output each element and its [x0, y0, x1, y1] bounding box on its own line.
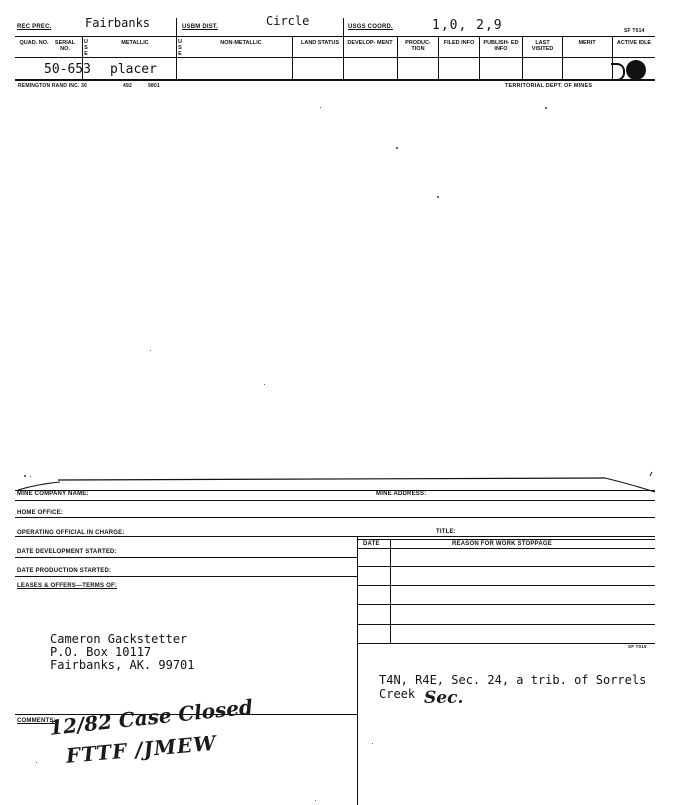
- col-filed-info: FILED INFO: [443, 40, 475, 46]
- rec-prec-label: REC PREC.: [17, 24, 52, 30]
- mine-company-label: MINE COMPANY NAME:: [17, 491, 89, 497]
- header-footer-left: REMINGTON RAND INC. 30: [18, 83, 88, 89]
- header-footer-right: TERRITORIAL DEPT. OF MINES: [505, 83, 593, 89]
- col-development: DEVELOP- MENT: [347, 40, 393, 46]
- address-line: P.O. Box 10117: [50, 645, 152, 659]
- col-use-2: U S E: [178, 39, 182, 57]
- header-form-code: SF T014: [624, 28, 645, 34]
- date-prod-label: DATE PRODUCTION STARTED:: [17, 568, 112, 574]
- comments-handwritten-2: FTTF /JMEW: [65, 730, 218, 768]
- col-serial-no: SERIAL NO.: [54, 40, 76, 52]
- idle-punch-icon: [611, 63, 625, 81]
- usgs-coord-value: 1,0, 2,9: [432, 18, 503, 33]
- col-quad-no: QUAD. NO.: [19, 40, 49, 46]
- col-active-idle: ACTIVE IDLE: [616, 40, 652, 46]
- location-handwritten: Sec.: [424, 688, 464, 708]
- usbm-dist-value: Circle: [266, 14, 310, 28]
- lessee-address: [50, 633, 195, 672]
- title-label: TITLE:: [436, 529, 456, 535]
- col-merit: MERIT: [578, 40, 596, 46]
- serial-value: 50-653: [44, 62, 91, 77]
- col-land-status: LAND STATUS: [301, 40, 339, 46]
- rec-prec-value: Fairbanks: [85, 16, 151, 30]
- usbm-dist-label: USBM DIST.: [182, 24, 219, 30]
- home-office-label: HOME OFFICE:: [17, 510, 64, 516]
- col-metallic: METALLIC: [121, 40, 149, 46]
- reason-col-header: REASON FOR WORK STOPPAGE: [452, 541, 552, 547]
- usgs-coord-label: USGS COORD.: [348, 24, 393, 30]
- comments-label: COMMENTS:: [17, 718, 56, 724]
- col-published-info: PUBLISH- ED INFO: [483, 40, 519, 52]
- active-punch-icon: [626, 60, 646, 80]
- location-line: T4N, R4E, Sec. 24, a trib. of Sorrels: [379, 673, 647, 687]
- location-text: [379, 673, 646, 701]
- col-last-visited: LAST VISITED: [531, 40, 554, 52]
- card-edge-lines: [0, 470, 678, 500]
- lower-form-code: SF T015: [628, 644, 647, 649]
- header-footer-code-2: 9801: [148, 83, 160, 89]
- col-non-metallic: NON-METALLIC: [220, 40, 262, 46]
- header-footer-code-1: 492: [123, 83, 132, 89]
- leases-label: LEASES & OFFERS—TERMS OF:: [17, 583, 118, 589]
- metallic-value: placer: [110, 62, 157, 77]
- address-line: Fairbanks, AK. 99701: [50, 658, 195, 672]
- date-dev-label: DATE DEVELOPMENT STARTED:: [17, 549, 117, 555]
- location-line: Creek: [379, 687, 416, 701]
- address-line: Cameron Gackstetter: [50, 632, 188, 646]
- comments-handwritten-1: 12/82 Case Closed: [48, 694, 254, 740]
- col-production: PRODUC- TION: [405, 40, 431, 52]
- operating-official-label: OPERATING OFFICIAL IN CHARGE:: [17, 530, 125, 536]
- mine-address-label: MINE ADDRESS:: [376, 491, 427, 497]
- date-col-header: DATE: [363, 541, 380, 547]
- col-use-1: U S E: [84, 39, 88, 57]
